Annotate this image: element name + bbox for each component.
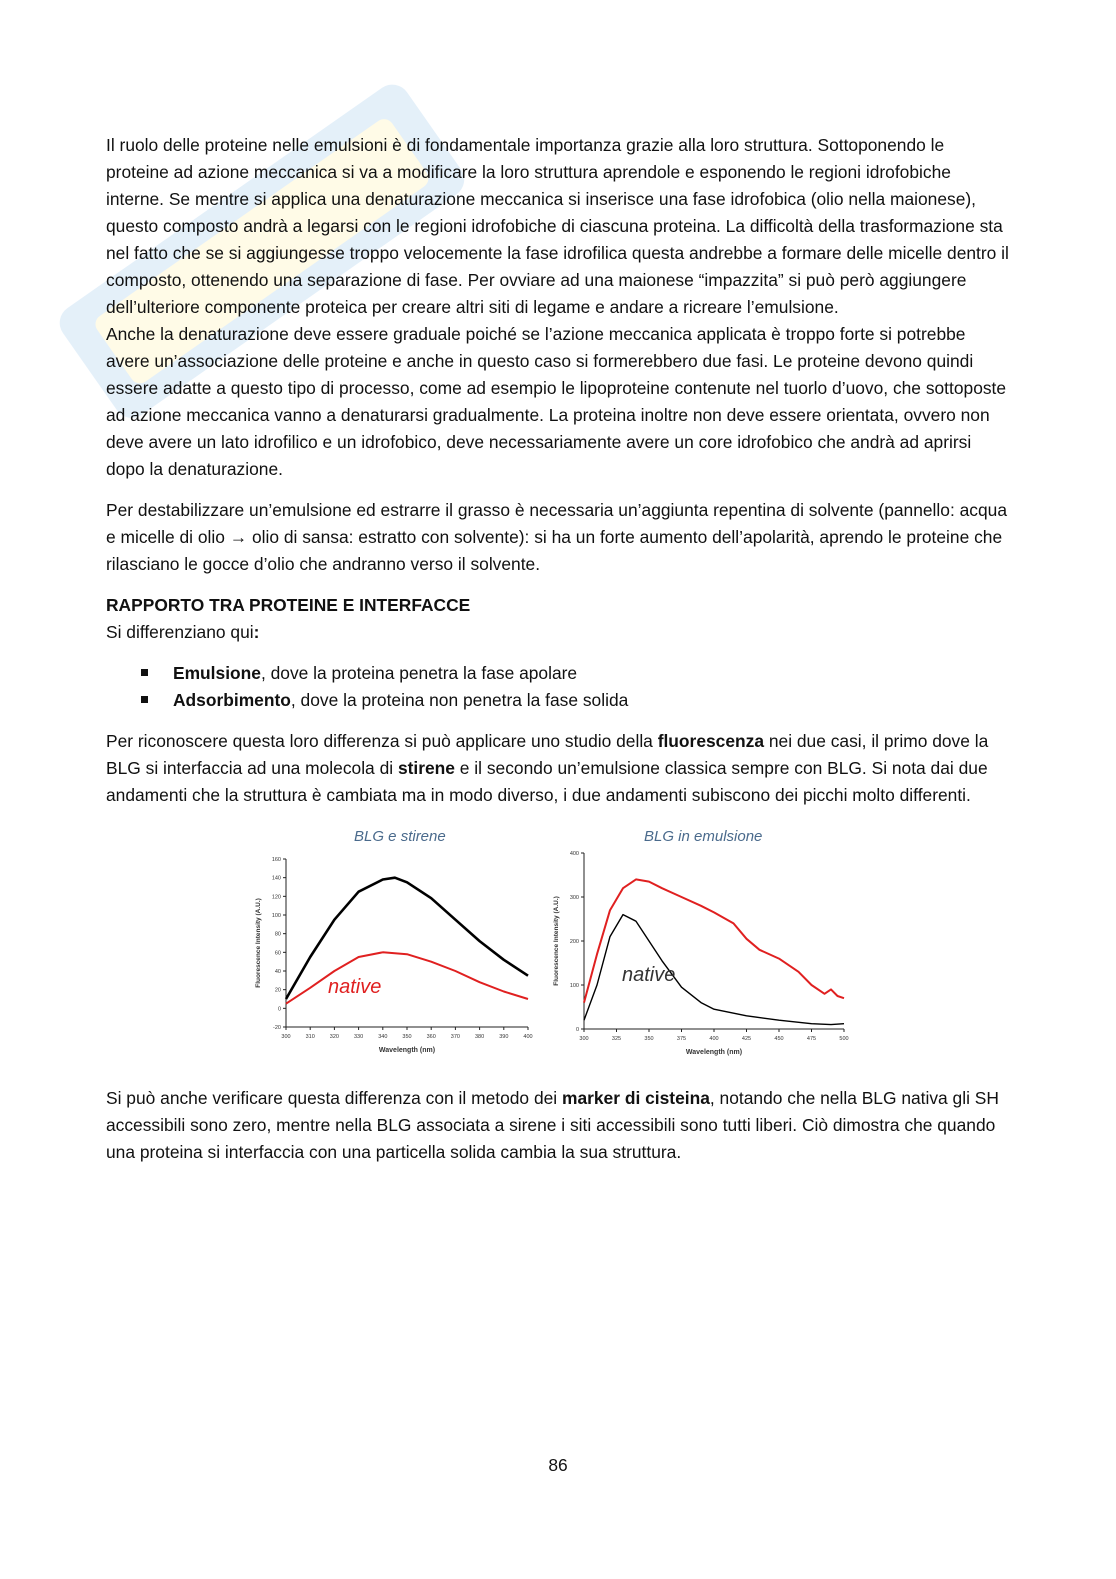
chart-blg-emulsione [542,851,852,1071]
chart-caption-stirene: BLG e stirene [354,828,446,845]
list-item: Adsorbimento, dove la proteina non penetra la fase solida [173,687,1011,714]
chart-blg-stirene [238,851,538,1071]
x-tick-label: 350 [402,1034,412,1040]
x-axis-title: Wavelength (nm) [378,1047,436,1054]
bullet-list [106,660,1011,714]
bullet-square-icon [141,696,148,703]
paragraph-fluorescenza: Per riconoscere questa loro differenza si può applicare uno studio della fluorescenza nei due casi, il primo dove la BLG si interfaccia ad una molecola di stirene e il secondo un’emulsione classica sempre con BLG. Si nota dai due andamenti che la struttura è cambiata ma in modo diverso, i due andamenti subiscono dei picchi molto differenti. [106,731,989,805]
x-tick-label: 400 [709,1036,719,1042]
x-tick-label: 310 [305,1034,315,1040]
x-tick-label: 475 [806,1036,817,1042]
y-tick-label: 80 [274,931,281,938]
x-tick-label: 350 [644,1036,654,1042]
annotation-native: native [328,976,382,998]
section-intro: Si differenziano qui: [106,622,260,642]
paragraph-destabilizzare: Per destabilizzare un’emulsione ed estrarre il grasso è necessaria un’aggiunta repentina di solvente (pannello: acqua e micelle di olio → olio di sansa: estratto con solvente): si ha un forte aumento dell’apolarità, aprendo le proteine che rilasciano le gocce d’olio che andranno verso il solvente. [106,500,1007,574]
paragraph-emulsioni: Il ruolo delle proteine nelle emulsioni è di fondamentale importanza grazie alla loro struttura. Sottoponendo le proteine ad azione meccanica si va a modificare la loro struttura aprendole e esponendo le regioni idrofobiche interne. Se mentre si applica una denaturazione meccanica si inserisce una fase idrofobica (olio nella maionese), questo composto andrà a legarsi con le regioni idrofobiche di ciascuna proteina. La difficoltà della trasformazione sta nel fatto che se si aggiungesse troppo velocemente la fase idrofilica questa andrebbe a formare delle micelle dentro il composto, ottenendo una separazione di fase. Per ovviare ad una maionese “impazzita” si può però aggiungere dell’ulteriore componente proteica per creare altri siti di legame e andare a ricreare l’emulsione. [106,135,1009,317]
y-tick-label: 120 [271,894,281,901]
x-tick-label: 320 [329,1034,339,1040]
y-tick-label: 20 [274,987,281,994]
y-axis-title: Fluorescence Intensity (A.U.) [553,896,560,986]
y-tick-label: 300 [569,895,579,901]
y-tick-label: 140 [271,875,281,882]
paragraph-denaturazione: Anche la denaturazione deve essere graduale poiché se l’azione meccanica applicata è troppo forte si potrebbe avere un’associazione delle proteine e anche in questo caso si formerebbero due fasi. Le proteine devono quindi essere adatte a questo tipo di processo, come ad esempio le lipoproteine contenute nel tuorlo d’uovo, che sottoposte ad azione meccanica vanno a denaturarsi gradualmente. La proteina inoltre non deve essere orientata, ovvero non deve avere un lato idrofilico e un idrofobico, deve necessariamente avere un core idrofobico che andrà ad aprirsi dopo la denaturazione. [106,324,1007,479]
y-tick-label: 40 [274,969,281,975]
y-tick-label: 160 [271,857,281,863]
y-tick-label: 200 [569,939,579,945]
x-tick-label: 325 [611,1036,622,1042]
y-tick-label: 0 [575,1027,579,1033]
x-tick-label: 300 [579,1036,589,1042]
x-tick-label: 380 [475,1034,485,1040]
y-axis-title: Fluorescence Intensity (A.U.) [255,898,262,988]
page-body [106,132,1011,1180]
y-tick-label: 100 [569,983,579,989]
x-tick-label: 390 [499,1034,509,1040]
x-tick-label: 500 [839,1036,849,1042]
x-tick-label: 330 [354,1034,364,1040]
x-tick-label: 450 [774,1036,784,1042]
x-tick-label: 300 [281,1034,291,1040]
y-tick-label: 100 [271,913,281,919]
annotation-native: native [622,964,676,986]
x-axis-title: Wavelength (nm) [685,1049,743,1056]
x-tick-label: 375 [676,1036,687,1042]
y-tick-label: 60 [274,950,281,957]
page-number: 86 [548,1455,568,1475]
series-line-native [286,952,528,1003]
bullet-square-icon [141,669,148,676]
section-heading: RAPPORTO TRA PROTEINE E INTERFACCE [106,595,471,615]
series-line-series-1 [286,878,528,999]
x-tick-label: 360 [426,1034,436,1040]
x-tick-label: 340 [378,1034,388,1040]
x-tick-label: 370 [450,1034,460,1040]
y-tick-label: -20 [273,1025,281,1031]
list-item: Emulsione, dove la proteina penetra la fase apolare [173,660,1011,687]
figure-pair [106,823,1011,1073]
chart-caption-emulsione: BLG in emulsione [644,828,763,845]
x-tick-label: 400 [523,1034,533,1040]
y-tick-label: 0 [277,1006,281,1013]
paragraph-cisteina: Si può anche verificare questa differenza con il metodo dei marker di cisteina, notando che nella BLG nativa gli SH accessibili sono zero, mentre nella BLG associata a sirene i siti accessibili sono tutti liberi. Ciò dimostra che quando una proteina si interfaccia con una particella solida cambia la sua struttura. [106,1088,999,1162]
y-tick-label: 400 [569,851,579,857]
x-tick-label: 425 [741,1036,752,1042]
